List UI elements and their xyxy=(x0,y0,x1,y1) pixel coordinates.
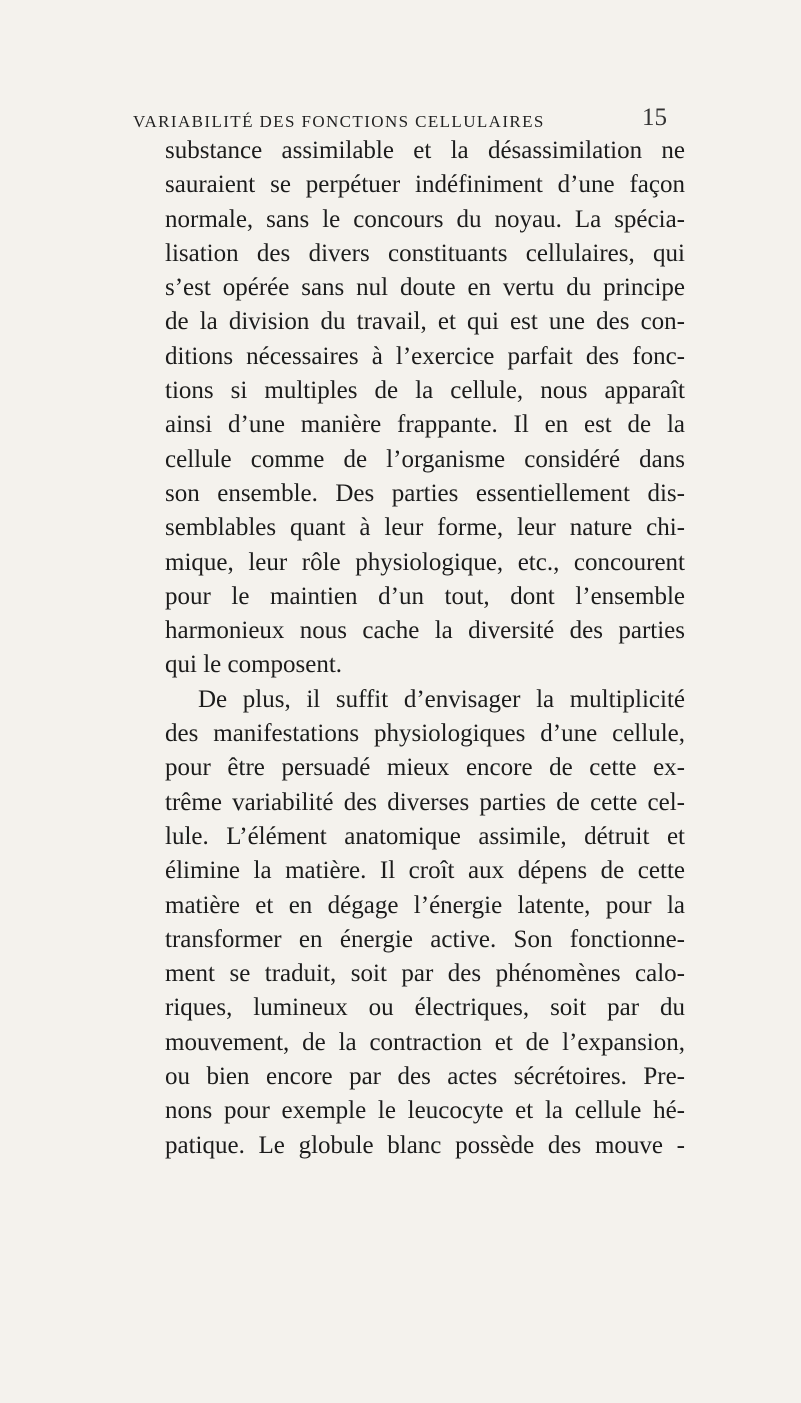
text-line: tions si multiples de la cellule, nous apparaît xyxy=(165,377,685,405)
text-line: mouvement, de la contraction et de l’expansion, xyxy=(165,1028,685,1056)
text-line: ditions nécessaires à l’exercice parfait des fonc- xyxy=(165,342,685,370)
body-text xyxy=(165,134,685,1163)
text-line: substance assimilable et la désassimilation ne xyxy=(165,137,685,164)
text-line: ainsi d’une manière frappante. Il en est de la xyxy=(165,411,685,439)
text-line: de la division du travail, et qui est une des con- xyxy=(165,308,685,336)
text-line: ou bien encore par des actes sécrétoires. Pre- xyxy=(165,1063,685,1091)
text-line: lisation des divers constituants cellulaires, qui xyxy=(165,239,685,267)
text-line: sauraient se perpétuer indéfiniment d’une façon xyxy=(165,171,685,199)
text-line: son ensemble. Des parties essentiellement dis- xyxy=(165,479,685,507)
text-line: des manifestations physiologiques d’une cellule, xyxy=(165,720,685,748)
text-line: semblables quant à leur forme, leur nature chi- xyxy=(165,514,685,542)
text-line: mique, leur rôle physiologique, etc., concourent xyxy=(165,548,685,576)
text-line: nons pour exemple le leucocyte et la cellule hé- xyxy=(165,1097,685,1125)
text-line: pour le maintien d’un tout, dont l’ensemble xyxy=(165,582,685,610)
page-number: 15 xyxy=(642,104,667,131)
text-line: matière et en dégage l’énergie latente, pour la xyxy=(165,891,685,919)
text-line: De plus, il suffit d’envisager la multiplicité xyxy=(198,685,685,713)
text-line: normale, sans le concours du noyau. La spécia- xyxy=(165,205,685,233)
running-head: VARIABILITÉ DES FONCTIONS CELLULAIRES xyxy=(133,112,545,131)
text-line: riques, lumineux ou électriques, soit par du xyxy=(165,994,685,1022)
text-line: ment se traduit, soit par des phénomènes calo- xyxy=(165,960,685,988)
text-line: transformer en énergie active. Son fonctionne- xyxy=(165,925,685,953)
text-line: s’est opérée sans nul doute en vertu du principe xyxy=(165,274,685,302)
text-line: lule. L’élément anatomique assimile, détruit et xyxy=(165,822,685,850)
text-line: harmonieux nous cache la diversité des parties xyxy=(165,617,685,645)
text-line: élimine la matière. Il croît aux dépens de cette xyxy=(165,857,685,885)
text-line: patique. Le globule blanc possède des mouve - xyxy=(165,1131,685,1159)
text-line: trême variabilité des diverses parties de cette cel- xyxy=(165,788,685,816)
text-line: cellule comme de l’organisme considéré dans xyxy=(165,445,685,473)
text-line: qui le composent. xyxy=(165,651,343,679)
text-line: pour être persuadé mieux encore de cette ex- xyxy=(165,754,685,782)
